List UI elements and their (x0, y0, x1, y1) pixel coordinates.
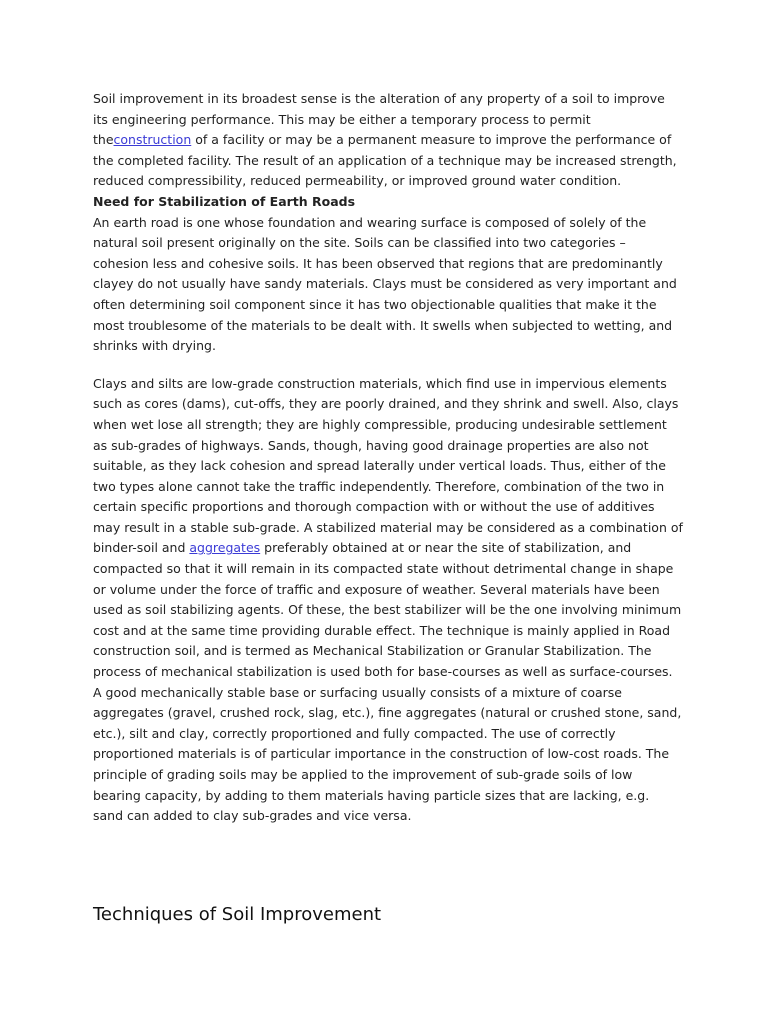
intro-text-start: Soil improvement in its broadest sense is the alteration of any property of a soil to improve its engineering performance. This may be either a temporary process to permit the (93, 91, 665, 148)
paragraph-gap (93, 357, 683, 374)
techniques-heading: Techniques of Soil Improvement (93, 904, 382, 925)
aggregates-link[interactable]: aggregates (189, 540, 261, 556)
document-body (93, 89, 683, 925)
earth-road-paragraph: An earth road is one whose foundation and wearing surface is composed of solely of the natural soil present originally on the site. Soils can be classified into two categories – cohesion less and cohesive soils. It has been observed that regions that are predominantly clayey do not usually have sandy materials. Clays must be considered as very important and often determining soil component since it has two objectionable qualities that make it the most troublesome of the materials to be dealt with. It swells when subjected to wetting, and shrinks with drying. (93, 214, 677, 354)
intro-paragraph (93, 89, 683, 192)
section-subheading: Need for Stabilization of Earth Roads (93, 193, 356, 209)
clays-text-end: preferably obtained at or near the site of stabilization, and compacted so that it will remain in its compacted state without detrimental change in shape or volume under the force of traffic and exposure of weather. Several materials have been used as soil stabilizing agents. Of these, the best stabilizer will be the one involving minimum cost and at the same time providing durable effect. The technique is mainly applied in Road construction soil, and is termed as Mechanical Stabilization or Granular Stabilization. The process of mechanical stabilization is used both for base-courses as well as surface-courses. A good mechanically stable base or surfacing usually consists of a mixture of coarse aggregates (gravel, crushed rock, slag, etc.), fine aggregates (natural or crushed stone, sand, etc.), silt and clay, correctly proportioned and fully compacted. The use of correctly proportioned materials is of particular importance in the construction of low-cost roads. The principle of grading soils may be applied to the improvement of sub-grade soils of low bearing capacity, by adding to them materials having particle sizes that are lacking, e.g. sand can added to clay sub-grades and vice versa. (93, 540, 682, 824)
clays-text-start: Clays and silts are low-grade construction materials, which find use in impervious elements such as cores (dams), cut-offs, they are poorly drained, and they shrink and swell. Also, clays when wet lose all strength; they are highly compressible, producing undesirable settlement as sub-grades of highways. Sands, though, having good drainage properties are also not suitable, as they lack cohesion and spread laterally under vertical loads. Thus, either of the two types alone cannot take the traffic independently. Therefore, combination of the two in certain specific proportions and thorough compaction with or without the use of additives may result in a stable sub-grade. A stabilized material may be considered as a combination of binder-soil and (93, 375, 683, 556)
construction-link[interactable]: construction (113, 132, 192, 148)
clays-paragraph (93, 374, 683, 827)
intro-text-end: of a facility or may be a permanent measure to improve the performance of the completed facility. The result of an application of a technique may be increased strength, reduced compressibility, reduced permeability, or improved ground water condition. (93, 132, 677, 189)
